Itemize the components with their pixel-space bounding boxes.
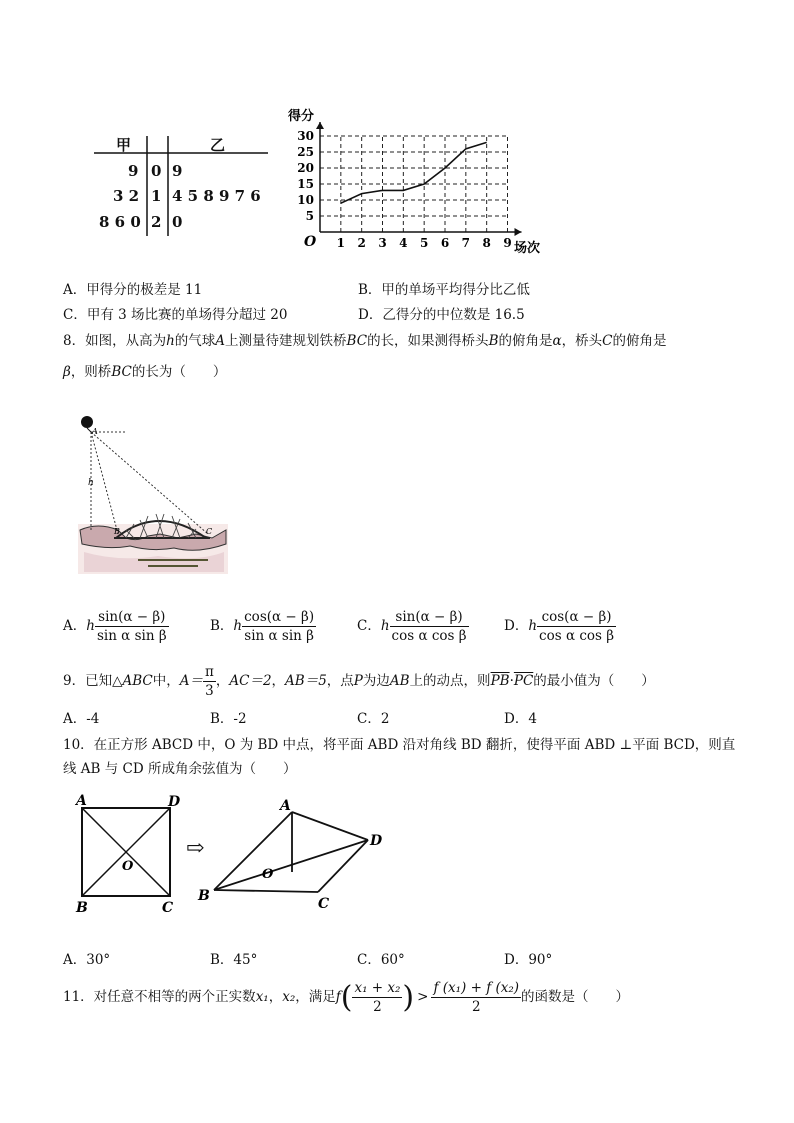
q10-stem-line1: 10．在正方形 ABCD 中，O 为 BD 中点，将平面 ABD 沿对角线 BD 翻折，使得平面 ABD ⊥平面 BCD，则直 (63, 737, 736, 753)
folded-label-c: C (318, 896, 330, 912)
option-fraction (95, 608, 169, 645)
stem-row-2: 2 (151, 213, 162, 231)
option-label: B． (210, 618, 234, 634)
q9-vector-pc: $\overline{PC}$ (513, 673, 534, 689)
square-label-c: C (162, 900, 174, 916)
square-label-b: B (76, 900, 88, 916)
q9-stem (63, 663, 655, 700)
q11-rhs-fraction (431, 979, 521, 1016)
option-label: C． (357, 618, 381, 634)
q9-text: ，点 (326, 673, 354, 689)
q8-var-b: B (488, 333, 499, 349)
x-tick-label: 9 (503, 236, 512, 250)
q8-stem-line2 (63, 360, 226, 380)
q8-var-bc: BC (111, 364, 132, 380)
left-leaf-row-1: 3 2 (113, 187, 140, 205)
fraction-denominator: 2 (471, 999, 481, 1015)
q8-text: 的气球 (174, 333, 216, 349)
q11-text: 11．对任意不相等的两个正实数 (63, 989, 256, 1005)
figure-label-h: h (88, 478, 94, 488)
q9-text: ， (215, 673, 230, 689)
q9-var-p: P (353, 673, 363, 689)
x-tick-label: 2 (357, 236, 366, 250)
right-leaf-row-2: 0 (172, 213, 183, 231)
q10-option-a: A．30° (63, 952, 111, 968)
fraction-denominator: cos α cos β (539, 628, 615, 644)
fraction-denominator: sin α sin β (244, 628, 314, 644)
q8-text: ，桥头 (561, 333, 603, 349)
y-tick-label: 15 (297, 177, 314, 191)
figure-label-c: C (206, 527, 213, 536)
q10-option-c: C．60° (357, 952, 405, 968)
q9-ab: AB＝5 (285, 673, 327, 689)
folded-label-d: D (370, 833, 383, 849)
q11-var-x2: x₂ (282, 989, 296, 1005)
q11-text: 的函数是（ ） (521, 989, 630, 1005)
q11-text: ，满足 (295, 989, 336, 1005)
q10-option-d: D．90° (504, 952, 553, 968)
option-var-h: h (86, 618, 95, 634)
square-label-a: A (76, 793, 87, 809)
q8-text: 8．如图，从高为 (63, 333, 167, 349)
q9-angle-a: A＝ (179, 673, 203, 689)
q8-var-a: A (215, 333, 226, 349)
q9-text: ， (271, 673, 286, 689)
q9-text: 的最小值为（ ） (533, 673, 655, 689)
q9-option-d: D．4 (504, 711, 537, 727)
y-tick-label: 25 (297, 145, 314, 159)
fraction-denominator: 2 (373, 999, 382, 1015)
option-var-h: h (233, 618, 243, 634)
header-jia: 甲 (116, 136, 132, 154)
chart-x-axis-label: 场次 (514, 241, 541, 256)
q8-option-a (63, 608, 169, 645)
option-fraction (390, 608, 469, 645)
q8-text: ，则桥 (70, 364, 112, 380)
option-var-h: h (528, 618, 538, 634)
q9-var-ab: AB (389, 673, 410, 689)
q9-dot: · (509, 673, 514, 689)
q10-option-b: B．45° (210, 952, 258, 968)
y-tick-label: 20 (297, 161, 314, 175)
q8-option-b (210, 608, 316, 645)
q7-option-c: C．甲有 3 场比赛的单场得分超过 20 (63, 307, 288, 323)
q9-var-abc: ABC (122, 673, 153, 689)
fraction-numerator: sin(α − β) (390, 608, 469, 627)
x-tick-label: 6 (440, 236, 450, 250)
fraction-denominator: sin α sin β (96, 628, 167, 644)
fraction-denominator: cos α cos β (391, 628, 467, 644)
y-tick-label: 10 (297, 193, 314, 207)
q8-option-c (357, 608, 469, 645)
q11-lhs-fraction (352, 979, 402, 1016)
x-tick-label: 1 (336, 236, 346, 250)
q8-var-bc: BC (346, 333, 368, 349)
fraction-numerator: cos(α − β) (244, 609, 315, 625)
fraction-numerator: f (x₁) + f (x₂) (433, 980, 520, 996)
q7-option-d: D．乙得分的中位数是 16.5 (358, 307, 525, 323)
q9-ac: AC＝2 (229, 673, 272, 689)
q8-option-d (504, 608, 616, 645)
q8-text: 的长，如果测得桥头 (367, 333, 489, 349)
q8-text: 上测量待建规划铁桥 (225, 333, 347, 349)
q11-paren-open: ( (340, 980, 353, 1015)
q9-vector-pb: $\overline{PB}$ (490, 673, 510, 689)
header-yi: 乙 (210, 136, 226, 154)
folded-label-b: B (198, 888, 210, 904)
folded-label-o: O (262, 867, 274, 882)
x-tick-label: 4 (399, 236, 408, 250)
q11-func-f: f (335, 989, 341, 1005)
fold-arrow-icon: ⇨ (186, 836, 205, 861)
fraction-numerator: sin(α − β) (95, 608, 169, 627)
x-tick-label: 8 (482, 236, 491, 250)
q11-var-x1: x₁ (255, 989, 269, 1005)
square-abcd-figure (70, 788, 190, 918)
q8-stem-line1 (63, 329, 666, 349)
q7-option-b: B．甲的单场平均得分比乙低 (358, 282, 530, 298)
q8-var-c: C (602, 333, 613, 349)
q8-var-h: h (166, 333, 175, 349)
x-axis-arrow (515, 228, 522, 236)
x-tick-label: 7 (461, 236, 471, 250)
square-label-o: O (122, 859, 134, 874)
fraction-numerator: cos(α − β) (537, 608, 616, 627)
q9-option-b: B．-2 (210, 711, 247, 727)
y-tick-label: 30 (297, 129, 314, 143)
q11-greater-than: > (417, 989, 429, 1005)
q11-paren-close: ) (402, 980, 415, 1015)
square-label-d: D (168, 794, 181, 810)
y-axis-arrow (316, 122, 324, 129)
q9-option-a: A．-4 (63, 711, 100, 727)
q8-text: 的长为（ ） (131, 364, 227, 380)
option-label: D． (504, 618, 529, 634)
q8-var-beta: β (63, 364, 71, 380)
y-tick-label: 5 (305, 209, 314, 223)
figure-label-b: B (114, 527, 120, 536)
left-leaf-row-2: 8 6 0 (99, 213, 141, 231)
fraction-numerator: π (204, 664, 214, 680)
left-leaf-row-0: 9 (128, 162, 139, 180)
stem-row-1: 1 (151, 187, 162, 205)
balloon-bridge-figure (78, 412, 233, 577)
chart-y-axis-label: 得分 (288, 109, 315, 124)
q9-option-c: C．2 (357, 711, 390, 727)
chart-origin-label: O (304, 234, 317, 250)
right-leaf-row-1: 4 5 8 9 7 6 (172, 187, 261, 205)
folded-tetrahedron-figure (196, 798, 396, 913)
q9-text: 9．已知△ (63, 673, 123, 689)
q11-text: ， (268, 989, 283, 1005)
fraction-numerator: x₁ + x₂ (354, 980, 401, 996)
folded-label-a: A (280, 798, 291, 814)
q8-var-alpha: α (552, 333, 562, 349)
option-label: A． (63, 618, 87, 634)
q8-text: 的俯角是 (498, 333, 553, 349)
q8-text: 的俯角是 (612, 333, 667, 349)
score-line-chart (280, 100, 550, 260)
q7-option-a: A．甲得分的极差是 11 (63, 282, 203, 298)
fraction-denominator: 3 (205, 683, 214, 699)
stem-row-0: 0 (151, 162, 162, 180)
q11-stem (63, 979, 629, 1016)
figure-label-a: A (92, 427, 98, 436)
q9-text: 上的动点，则 (409, 673, 491, 689)
q9-text: 为边 (362, 673, 390, 689)
option-var-h: h (380, 618, 390, 634)
q10-stem-line2: 线 AB 与 CD 所成角余弦值为（ ） (63, 761, 297, 777)
right-leaf-row-0: 9 (172, 162, 183, 180)
q9-pi-fraction (203, 663, 216, 700)
q9-text: 中， (152, 673, 180, 689)
option-fraction (242, 608, 316, 645)
x-tick-label: 5 (419, 236, 429, 250)
option-fraction (537, 608, 616, 645)
x-tick-label: 3 (378, 236, 387, 250)
